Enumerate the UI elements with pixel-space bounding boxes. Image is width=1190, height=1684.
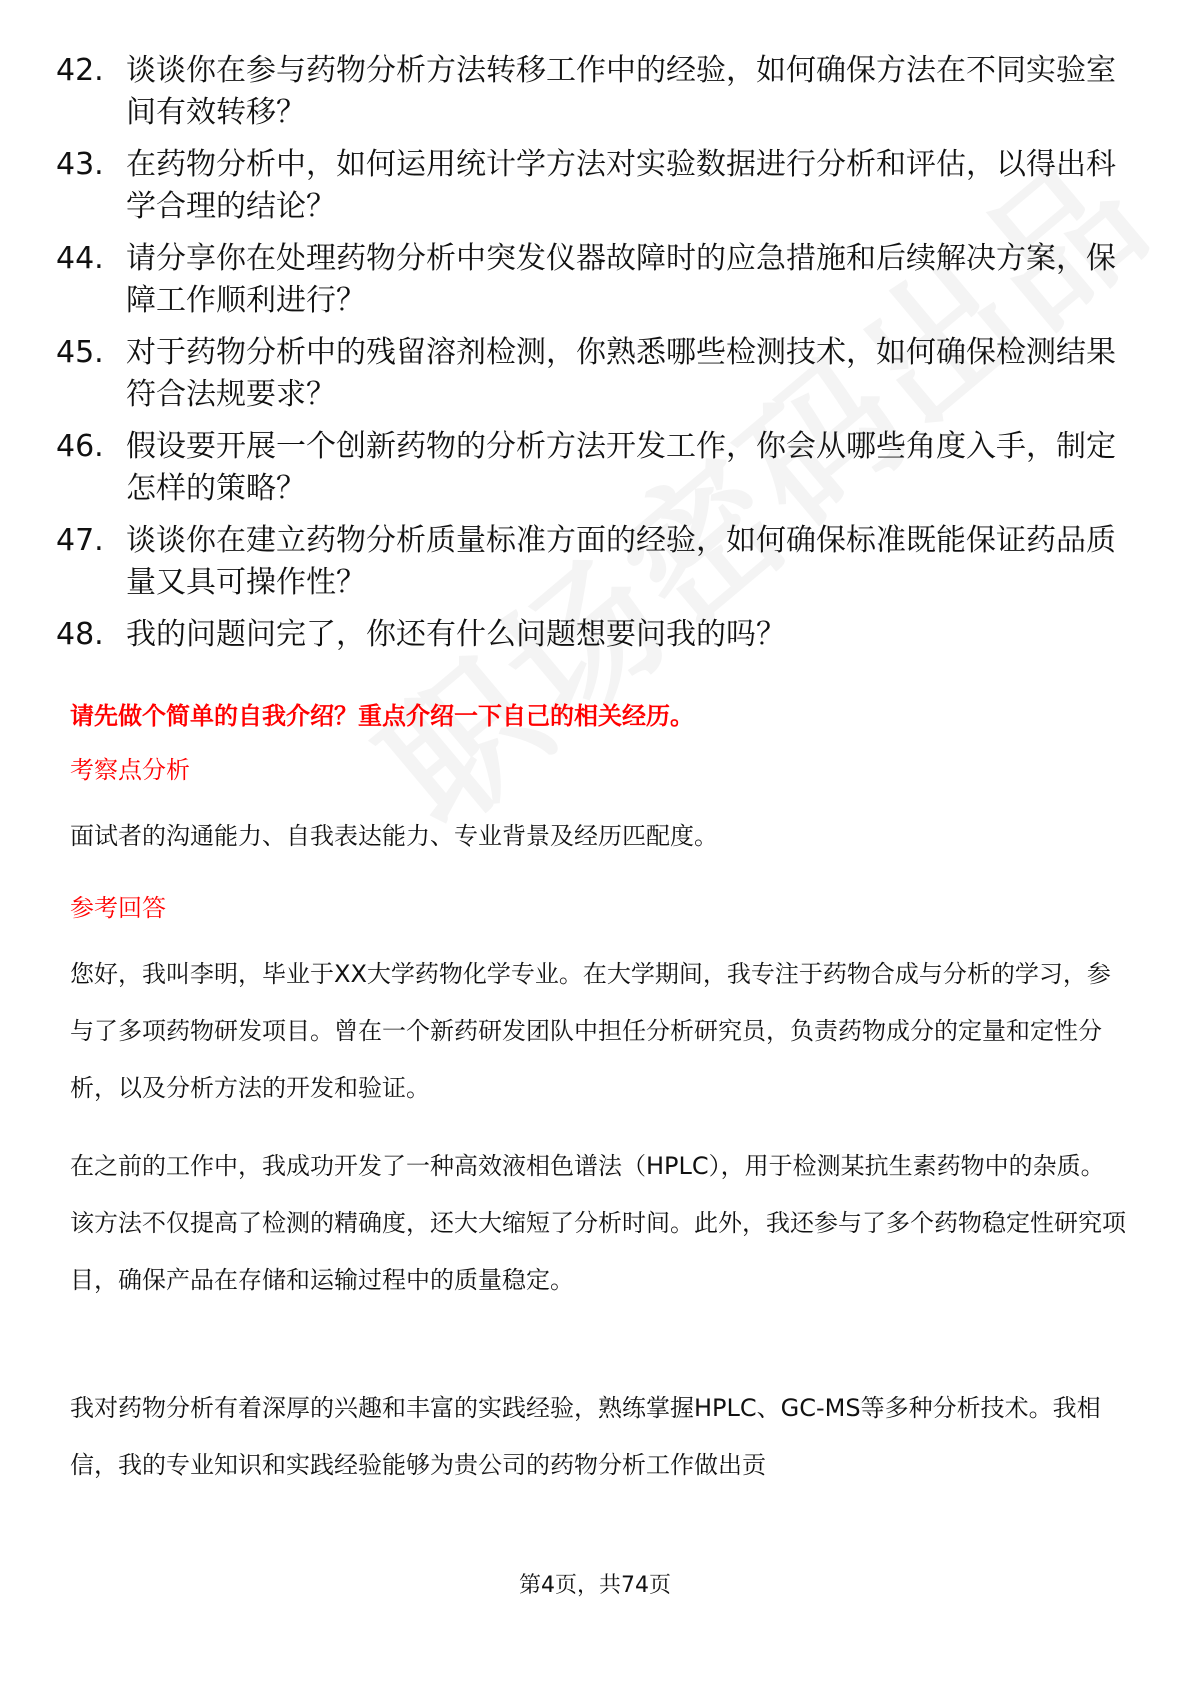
question-item — [56, 520, 1116, 604]
question-text: 对于药物分析中的残留溶剂检测，你熟悉哪些检测技术，如何确保检测结果符合法规要求？ — [126, 335, 1116, 412]
answer-heading: 参考回答 — [70, 894, 166, 922]
question-list — [56, 50, 1116, 666]
answer-paragraph: 我对药物分析有着深厚的兴趣和丰富的实践经验，熟练掌握HPLC、GC-MS等多种分析技术。我相信，我的专业知识和实践经验能够为贵公司的药物分析工作做出贡 — [70, 1394, 1101, 1479]
question-text: 假设要开展一个创新药物的分析方法开发工作，你会从哪些角度入手，制定怎样的策略？ — [126, 429, 1116, 506]
question-item — [56, 238, 1116, 322]
page-footer: 第4页，共74页 — [519, 1573, 671, 1598]
answer-paragraph: 您好，我叫李明，毕业于XX大学药物化学专业。在大学期间，我专注于药物合成与分析的学习，参与了多项药物研发项目。曾在一个新药研发团队中担任分析研究员，负责药物成分的定量和定性分析，以及分析方法的开发和验证。 — [70, 960, 1111, 1102]
answer-paragraph: 在之前的工作中，我成功开发了一种高效液相色谱法（HPLC），用于检测某抗生素药物中的杂质。该方法不仅提高了检测的精确度，还大大缩短了分析时间。此外，我还参与了多个药物稳定性研究项目，确保产品在存储和运输过程中的质量稳定。 — [70, 1152, 1126, 1294]
question-item — [56, 50, 1116, 134]
question-item — [56, 426, 1116, 510]
analysis-text: 面试者的沟通能力、自我表达能力、专业背景及经历匹配度。 — [70, 822, 718, 850]
question-text: 请分享你在处理药物分析中突发仪器故障时的应急措施和后续解决方案，保障工作顺利进行？ — [126, 241, 1116, 318]
question-number: 46. — [56, 429, 104, 464]
question-number: 48. — [56, 617, 104, 652]
question-number: 44. — [56, 241, 104, 276]
intro-question-heading: 请先做个简单的自我介绍？重点介绍一下自己的相关经历。 — [70, 702, 694, 730]
question-number: 43. — [56, 147, 104, 182]
question-text: 谈谈你在参与药物分析方法转移工作中的经验，如何确保方法在不同实验室间有效转移？ — [126, 53, 1116, 130]
question-number: 47. — [56, 523, 104, 558]
question-number: 45. — [56, 335, 104, 370]
question-item — [56, 144, 1116, 228]
question-number: 42. — [56, 53, 104, 88]
question-text: 谈谈你在建立药物分析质量标准方面的经验，如何确保标准既能保证药品质量又具可操作性？ — [126, 523, 1116, 600]
question-text: 在药物分析中，如何运用统计学方法对实验数据进行分析和评估，以得出科学合理的结论？ — [126, 147, 1116, 224]
question-item — [56, 332, 1116, 416]
question-item — [56, 614, 1116, 656]
question-text: 我的问题问完了，你还有什么问题想要问我的吗？ — [126, 617, 786, 652]
analysis-heading: 考察点分析 — [70, 756, 190, 784]
